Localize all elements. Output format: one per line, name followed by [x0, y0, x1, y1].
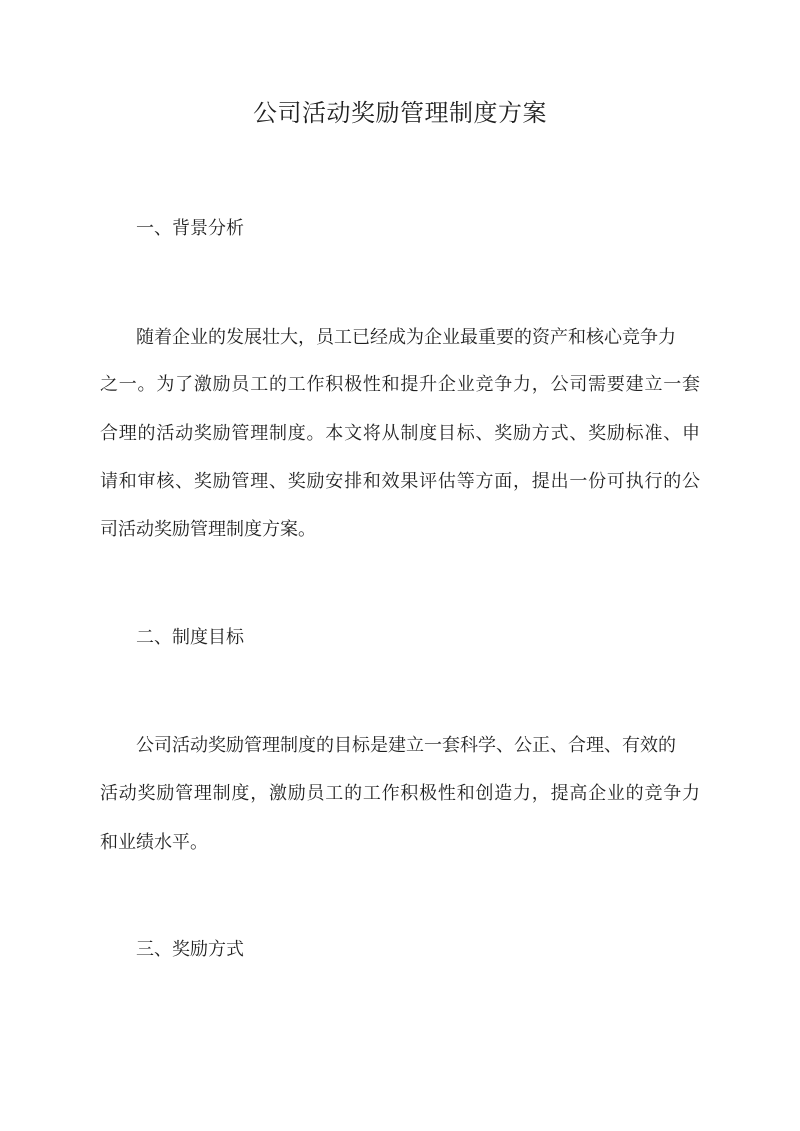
- paragraph-line: 活动奖励管理制度，激励员工的工作积极性和创造力，提高企业的竞争力: [100, 783, 700, 804]
- section-heading-reward-methods: 三、奖励方式: [136, 939, 244, 960]
- paragraph-line: 司活动奖励管理制度方案。: [100, 519, 316, 540]
- paragraph-line: 之一。为了激励员工的工作积极性和提升企业竞争力，公司需要建立一套: [100, 374, 700, 395]
- paragraph-line: 公司活动奖励管理制度的目标是建立一套科学、公正、合理、有效的: [136, 735, 676, 756]
- section-heading-objective: 二、制度目标: [136, 627, 244, 648]
- paragraph-line: 随着企业的发展壮大，员工已经成为企业最重要的资产和核心竞争力: [136, 327, 676, 348]
- paragraph-line: 请和审核、奖励管理、奖励安排和效果评估等方面，提出一份可执行的公: [100, 471, 700, 492]
- paragraph-line: 和业绩水平。: [100, 832, 208, 853]
- document-title: 公司活动奖励管理制度方案: [253, 99, 547, 127]
- section-heading-background: 一、背景分析: [136, 218, 244, 239]
- paragraph-line: 合理的活动奖励管理制度。本文将从制度目标、奖励方式、奖励标准、申: [100, 423, 700, 444]
